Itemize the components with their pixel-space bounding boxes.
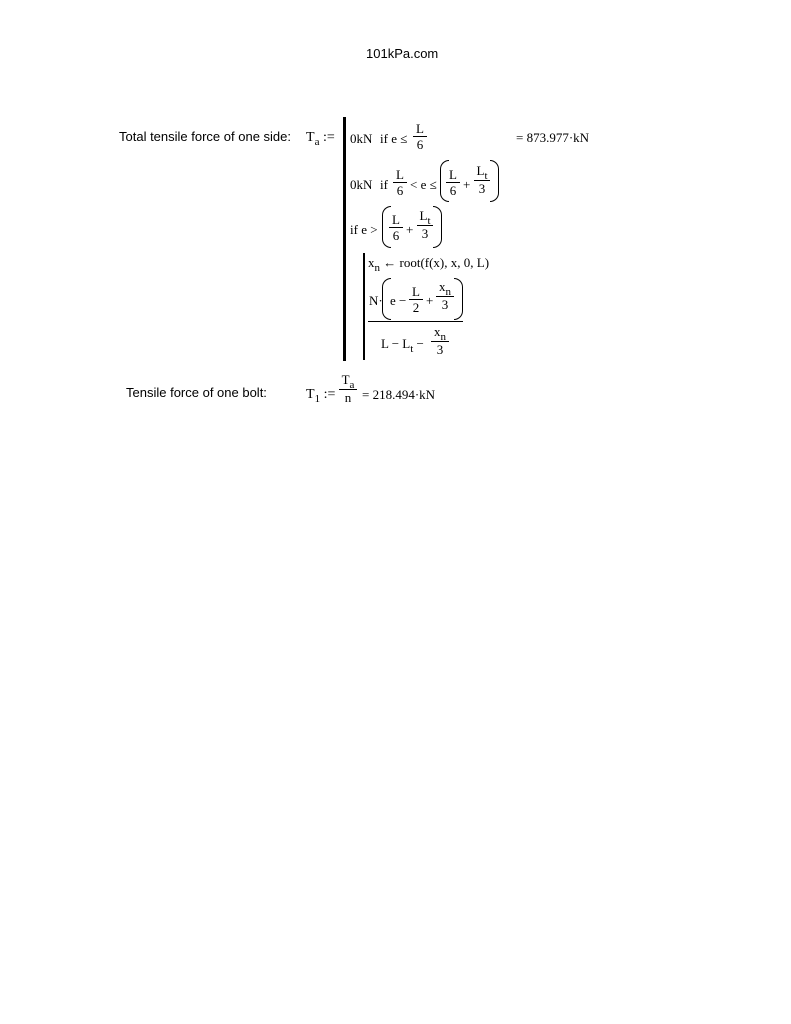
den-xn-over-3 <box>431 325 449 356</box>
t1-lhs <box>306 387 335 403</box>
right-paren <box>490 160 499 202</box>
x-sub: n <box>445 286 451 298</box>
l-den: 2 <box>412 300 420 315</box>
three-den: 3 <box>441 297 449 312</box>
row3-f1-num: L <box>392 212 400 227</box>
t1-assign: := <box>323 387 336 402</box>
den-t: t <box>410 343 414 355</box>
row1-value: 0kN <box>350 131 373 146</box>
row1-condition: if e ≤ <box>380 131 408 146</box>
den-minus: − <box>416 336 424 351</box>
total-tensile-label: Total tensile force of one side: <box>119 129 291 144</box>
x-main: x <box>439 279 446 294</box>
row2-f2-num: L <box>449 167 457 182</box>
l-over-2 <box>409 285 423 314</box>
row2-value: 0kN <box>350 177 373 192</box>
row2-plus: + <box>463 177 471 192</box>
row2-fraction-2 <box>446 168 460 197</box>
t1-num <box>339 372 357 391</box>
right-paren <box>433 206 442 248</box>
row2-condition: if <box>380 177 388 192</box>
row2-f1-num: L <box>396 167 404 182</box>
row2-fraction-3 <box>474 164 490 195</box>
row2-mid: < e ≤ <box>410 177 437 192</box>
row1-frac-den: 6 <box>416 137 424 152</box>
e-minus: e − <box>390 293 407 308</box>
ta-symbol: T <box>306 130 315 145</box>
row2-f1-den: 6 <box>396 183 404 198</box>
root-expression: ← root(f(x), x, 0, L) <box>383 255 490 270</box>
ta-result: = 873.977·kN <box>516 130 590 145</box>
dxn-num <box>431 324 449 343</box>
row1-fraction <box>413 122 427 151</box>
n-dot: N· <box>369 293 383 308</box>
t1-subscript: 1 <box>314 393 321 405</box>
xn-sub: n <box>374 262 380 274</box>
t1-symbol: T <box>306 387 315 402</box>
xn-assignment <box>368 255 490 274</box>
l-num: L <box>412 284 420 299</box>
xn-main: x <box>368 255 375 270</box>
xn-num <box>436 279 454 298</box>
right-paren <box>454 278 463 320</box>
dthree-den: 3 <box>436 342 444 357</box>
row3-f1-den: 6 <box>392 228 400 243</box>
bolt-tensile-label: Tensile force of one bolt: <box>126 385 267 400</box>
lt-main: L <box>419 208 428 223</box>
row3-fraction-1 <box>389 213 403 242</box>
denominator-l-lt <box>381 336 424 355</box>
row3-fraction-2 <box>417 209 433 240</box>
row2-f3-den: 3 <box>478 181 486 196</box>
lt-main: L <box>476 163 485 178</box>
row1-frac-num: L <box>416 121 424 136</box>
ta-num-sub: a <box>349 379 355 391</box>
t1-result: = 218.494·kN <box>362 387 436 402</box>
ta-assign: := <box>322 130 335 145</box>
row3-condition: if e > <box>350 222 378 237</box>
site-header: 101kPa.com <box>366 46 439 61</box>
xn-over-3 <box>436 280 454 311</box>
dx-sub: n <box>440 331 446 343</box>
dx-main: x <box>434 324 441 339</box>
num-plus: + <box>426 293 434 308</box>
row3-plus: + <box>406 222 414 237</box>
t1-den: n <box>344 390 352 405</box>
row2-fraction-1 <box>393 168 407 197</box>
row2-f3-num <box>474 163 490 182</box>
row3-f2-den: 3 <box>421 226 429 241</box>
row2-f2-den: 6 <box>449 183 457 198</box>
lt-sub: t <box>484 170 488 182</box>
lt-sub: t <box>427 215 431 227</box>
ta-subscript: a <box>314 136 320 148</box>
den-l: L − L <box>381 336 411 351</box>
ta-num-main: T <box>341 372 350 387</box>
main-fraction-bar <box>368 321 463 322</box>
program-bar-inner <box>363 253 365 360</box>
t1-fraction <box>339 373 357 404</box>
ta-lhs <box>306 130 335 146</box>
program-bar-outer <box>343 117 346 361</box>
row3-f2-num <box>417 208 433 227</box>
